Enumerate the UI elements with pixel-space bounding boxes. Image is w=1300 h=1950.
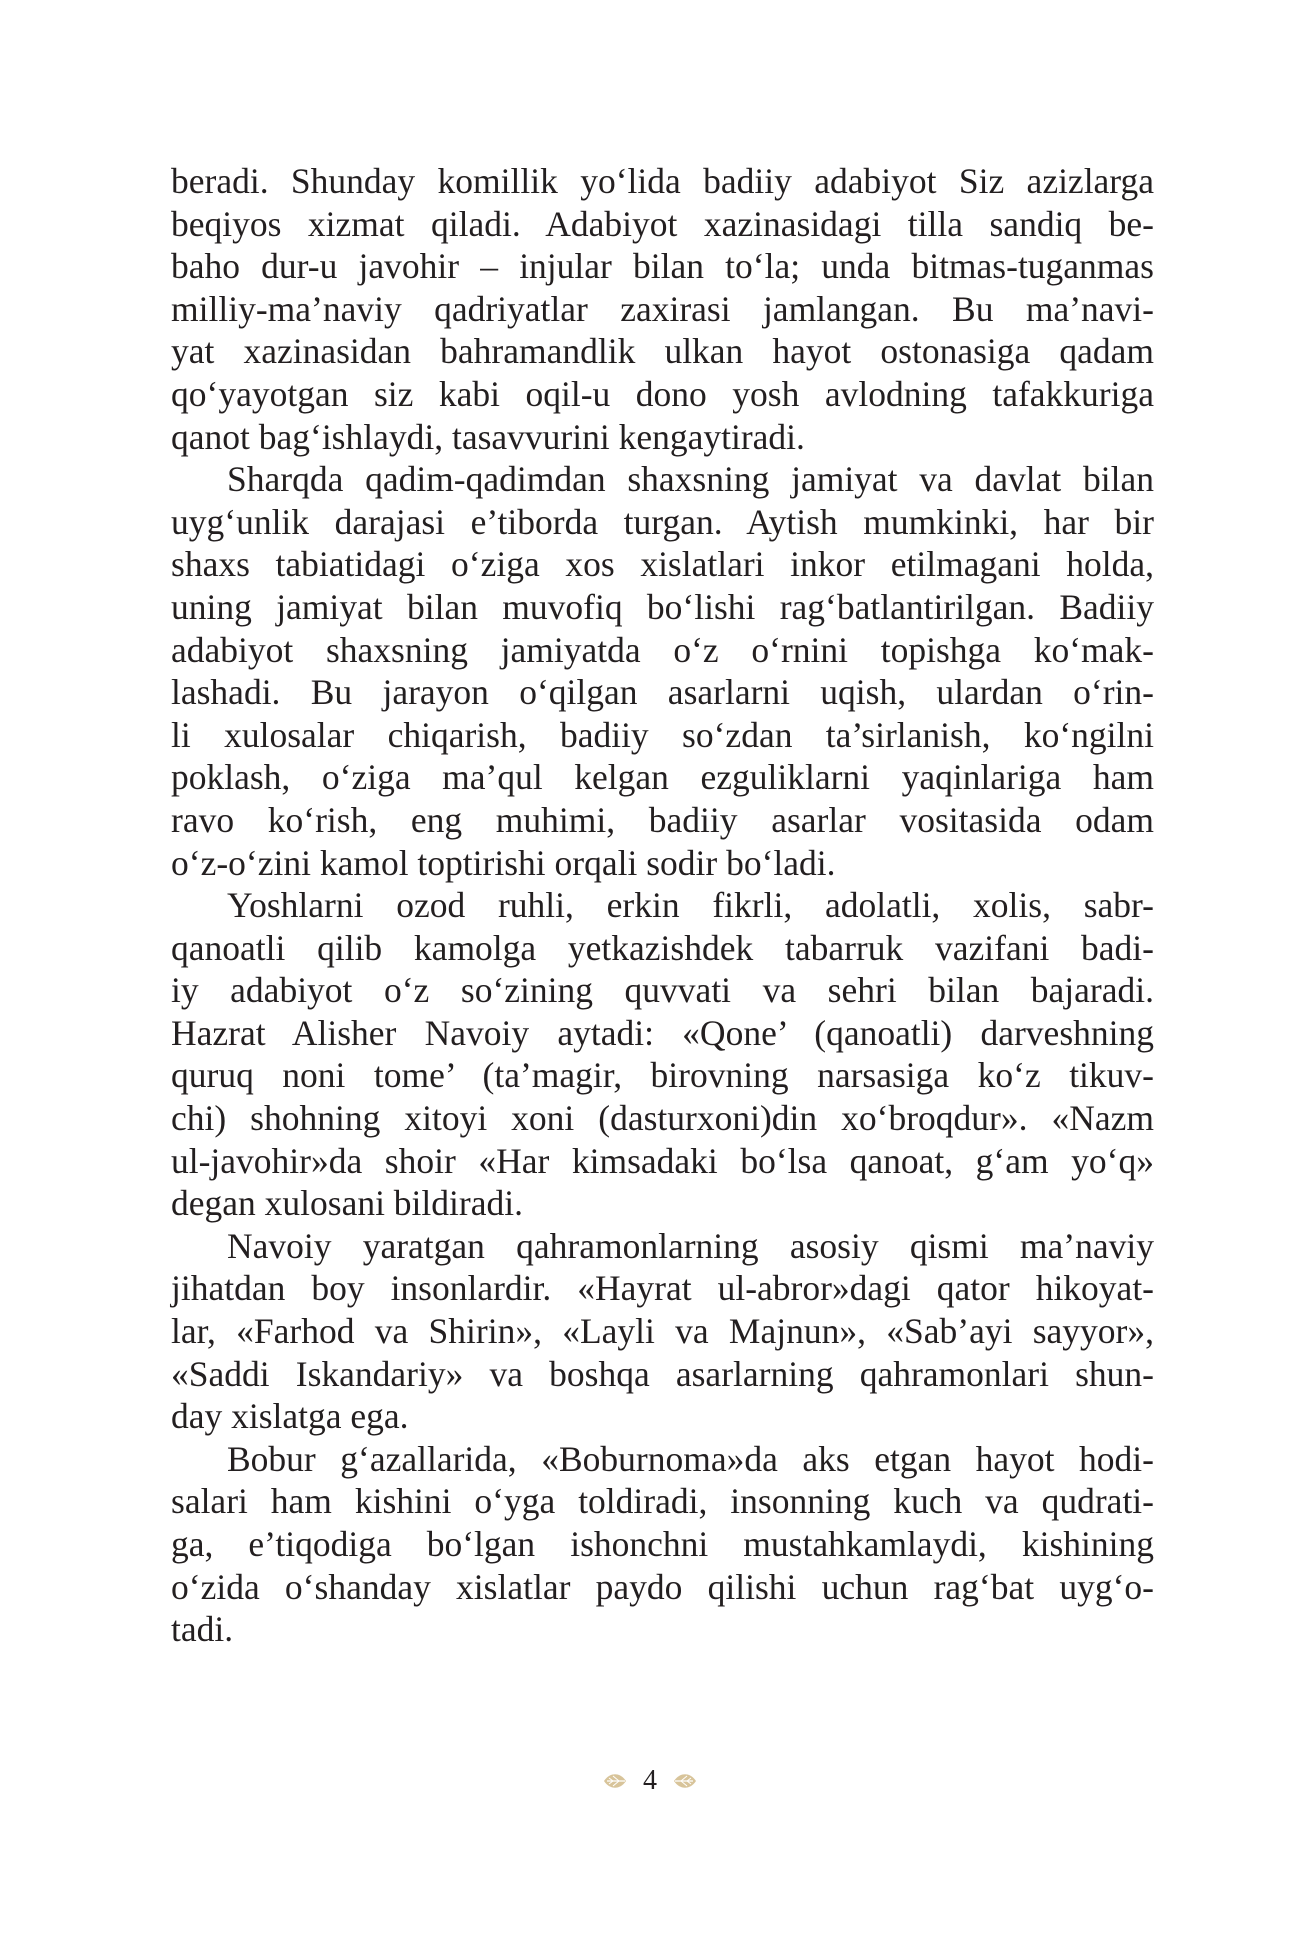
text-line: uyg‘unlik darajasi e’tiborda turgan. Aytish mumkinki, har bir [171,501,1154,542]
page-footer [0,1765,1300,1797]
text-line: qanoatli qilib kamolga yetkazishdek tabarruk vazifani badi- [171,927,1154,968]
text-line: o‘z-o‘zini kamol toptirishi orqali sodir bo‘ladi. [171,842,836,883]
paragraph-1 [171,160,1154,458]
text-line: poklash, o‘ziga ma’qul kelgan ezguliklarni yaqinlariga ham [171,757,1154,798]
text-line: tadi. [171,1609,234,1650]
text-line: iy adabiyot o‘z so‘zining quvvati va sehri bilan bajaradi. [171,970,1154,1011]
page-body [171,160,1154,1651]
text-line: ul-javohir»da shoir «Har kimsadaki bo‘lsa qanoat, g‘am yo‘q» [171,1140,1154,1181]
text-line: Navoiy yaratgan qahramonlarning asosiy qismi ma’naviy [227,1225,1154,1266]
text-line: quruq noni tome’ (ta’magir, birovning narsasiga ko‘z tikuv- [171,1055,1154,1096]
text-line: milliy-ma’naviy qadriyatlar zaxirasi jamlangan. Bu ma’navi- [171,288,1154,329]
text-line: li xulosalar chiqarish, badiiy so‘zdan ta’sirlanish, ko‘ngilni [171,714,1154,755]
text-line: jihatdan boy insonlardir. «Hayrat ul-abror»dagi qator hikoyat- [171,1268,1154,1309]
leaf-ornament-right-icon [673,1771,697,1791]
text-line: adabiyot shaxsning jamiyatda o‘z o‘rnini topishga ko‘mak- [171,629,1154,670]
paragraph-4 [171,1225,1154,1438]
text-line: Hazrat Alisher Navoiy aytadi: «Qone’ (qanoatli) darveshning [171,1012,1154,1053]
text-line: beqiyos xizmat qiladi. Adabiyot xazinasidagi tilla sandiq be- [171,203,1154,244]
text-line: salari ham kishini o‘yga toldiradi, insonning kuch va qudrati- [171,1481,1154,1522]
text-line: yat xazinasidan bahramandlik ulkan hayot ostonasiga qadam [171,331,1154,372]
text-line: degan xulosani bildiradi. [171,1183,523,1224]
text-line: day xislatga ega. [171,1396,409,1437]
text-line: qanot bag‘ishlaydi, tasavvurini kengaytiradi. [171,416,805,457]
text-line: lashadi. Bu jarayon o‘qilgan asarlarni uqish, ulardan o‘rin- [171,672,1154,713]
text-line: baho dur-u javohir – injular bilan to‘la; unda bitmas-tuganmas [171,246,1154,287]
text-line: «Saddi Iskandariy» va boshqa asarlarning qahramonlari shun- [171,1353,1154,1394]
text-line: qo‘yayotgan siz kabi oqil-u dono yosh avlodning tafakkuriga [171,373,1154,414]
text-line: ga, e’tiqodiga bo‘lgan ishonchni mustahkamlaydi, kishining [171,1524,1154,1564]
text-line: uning jamiyat bilan muvofiq bo‘lishi rag‘batlantirilgan. Badiiy [171,586,1154,627]
text-line: shaxs tabiatidagi o‘ziga xos xislatlari inkor etilmagani holda, [171,544,1154,585]
paragraph-3 [171,884,1154,1225]
text-line: lar, «Farhod va Shirin», «Layli va Majnun», «Sab’ayi sayyor», [171,1311,1154,1352]
text-line: Yoshlarni ozod ruhli, erkin fikrli, adolatli, xolis, sabr- [227,885,1154,926]
page-number: 4 [643,1765,657,1796]
text-line: beradi. Shunday komillik yo‘lida badiiy adabiyot Siz azizlarga [171,161,1154,201]
text-line: Bobur g‘azallarida, «Boburnoma»da aks etgan hayot hodi- [227,1438,1154,1479]
text-line: Sharqda qadim-qadimdan shaxsning jamiyat va davlat bilan [227,459,1154,500]
paragraph-2 [171,458,1154,884]
text-line: chi) shohning xitoyi xoni (dasturxoni)din xo‘broqdur». «Nazm [171,1098,1154,1139]
text-line: ravo ko‘rish, eng muhimi, badiiy asarlar vositasida odam [171,799,1154,840]
paragraph-5 [171,1438,1154,1651]
leaf-ornament-left-icon [603,1771,627,1791]
text-line: o‘zida o‘shanday xislatlar paydo qilishi uchun rag‘bat uyg‘o- [171,1566,1154,1607]
